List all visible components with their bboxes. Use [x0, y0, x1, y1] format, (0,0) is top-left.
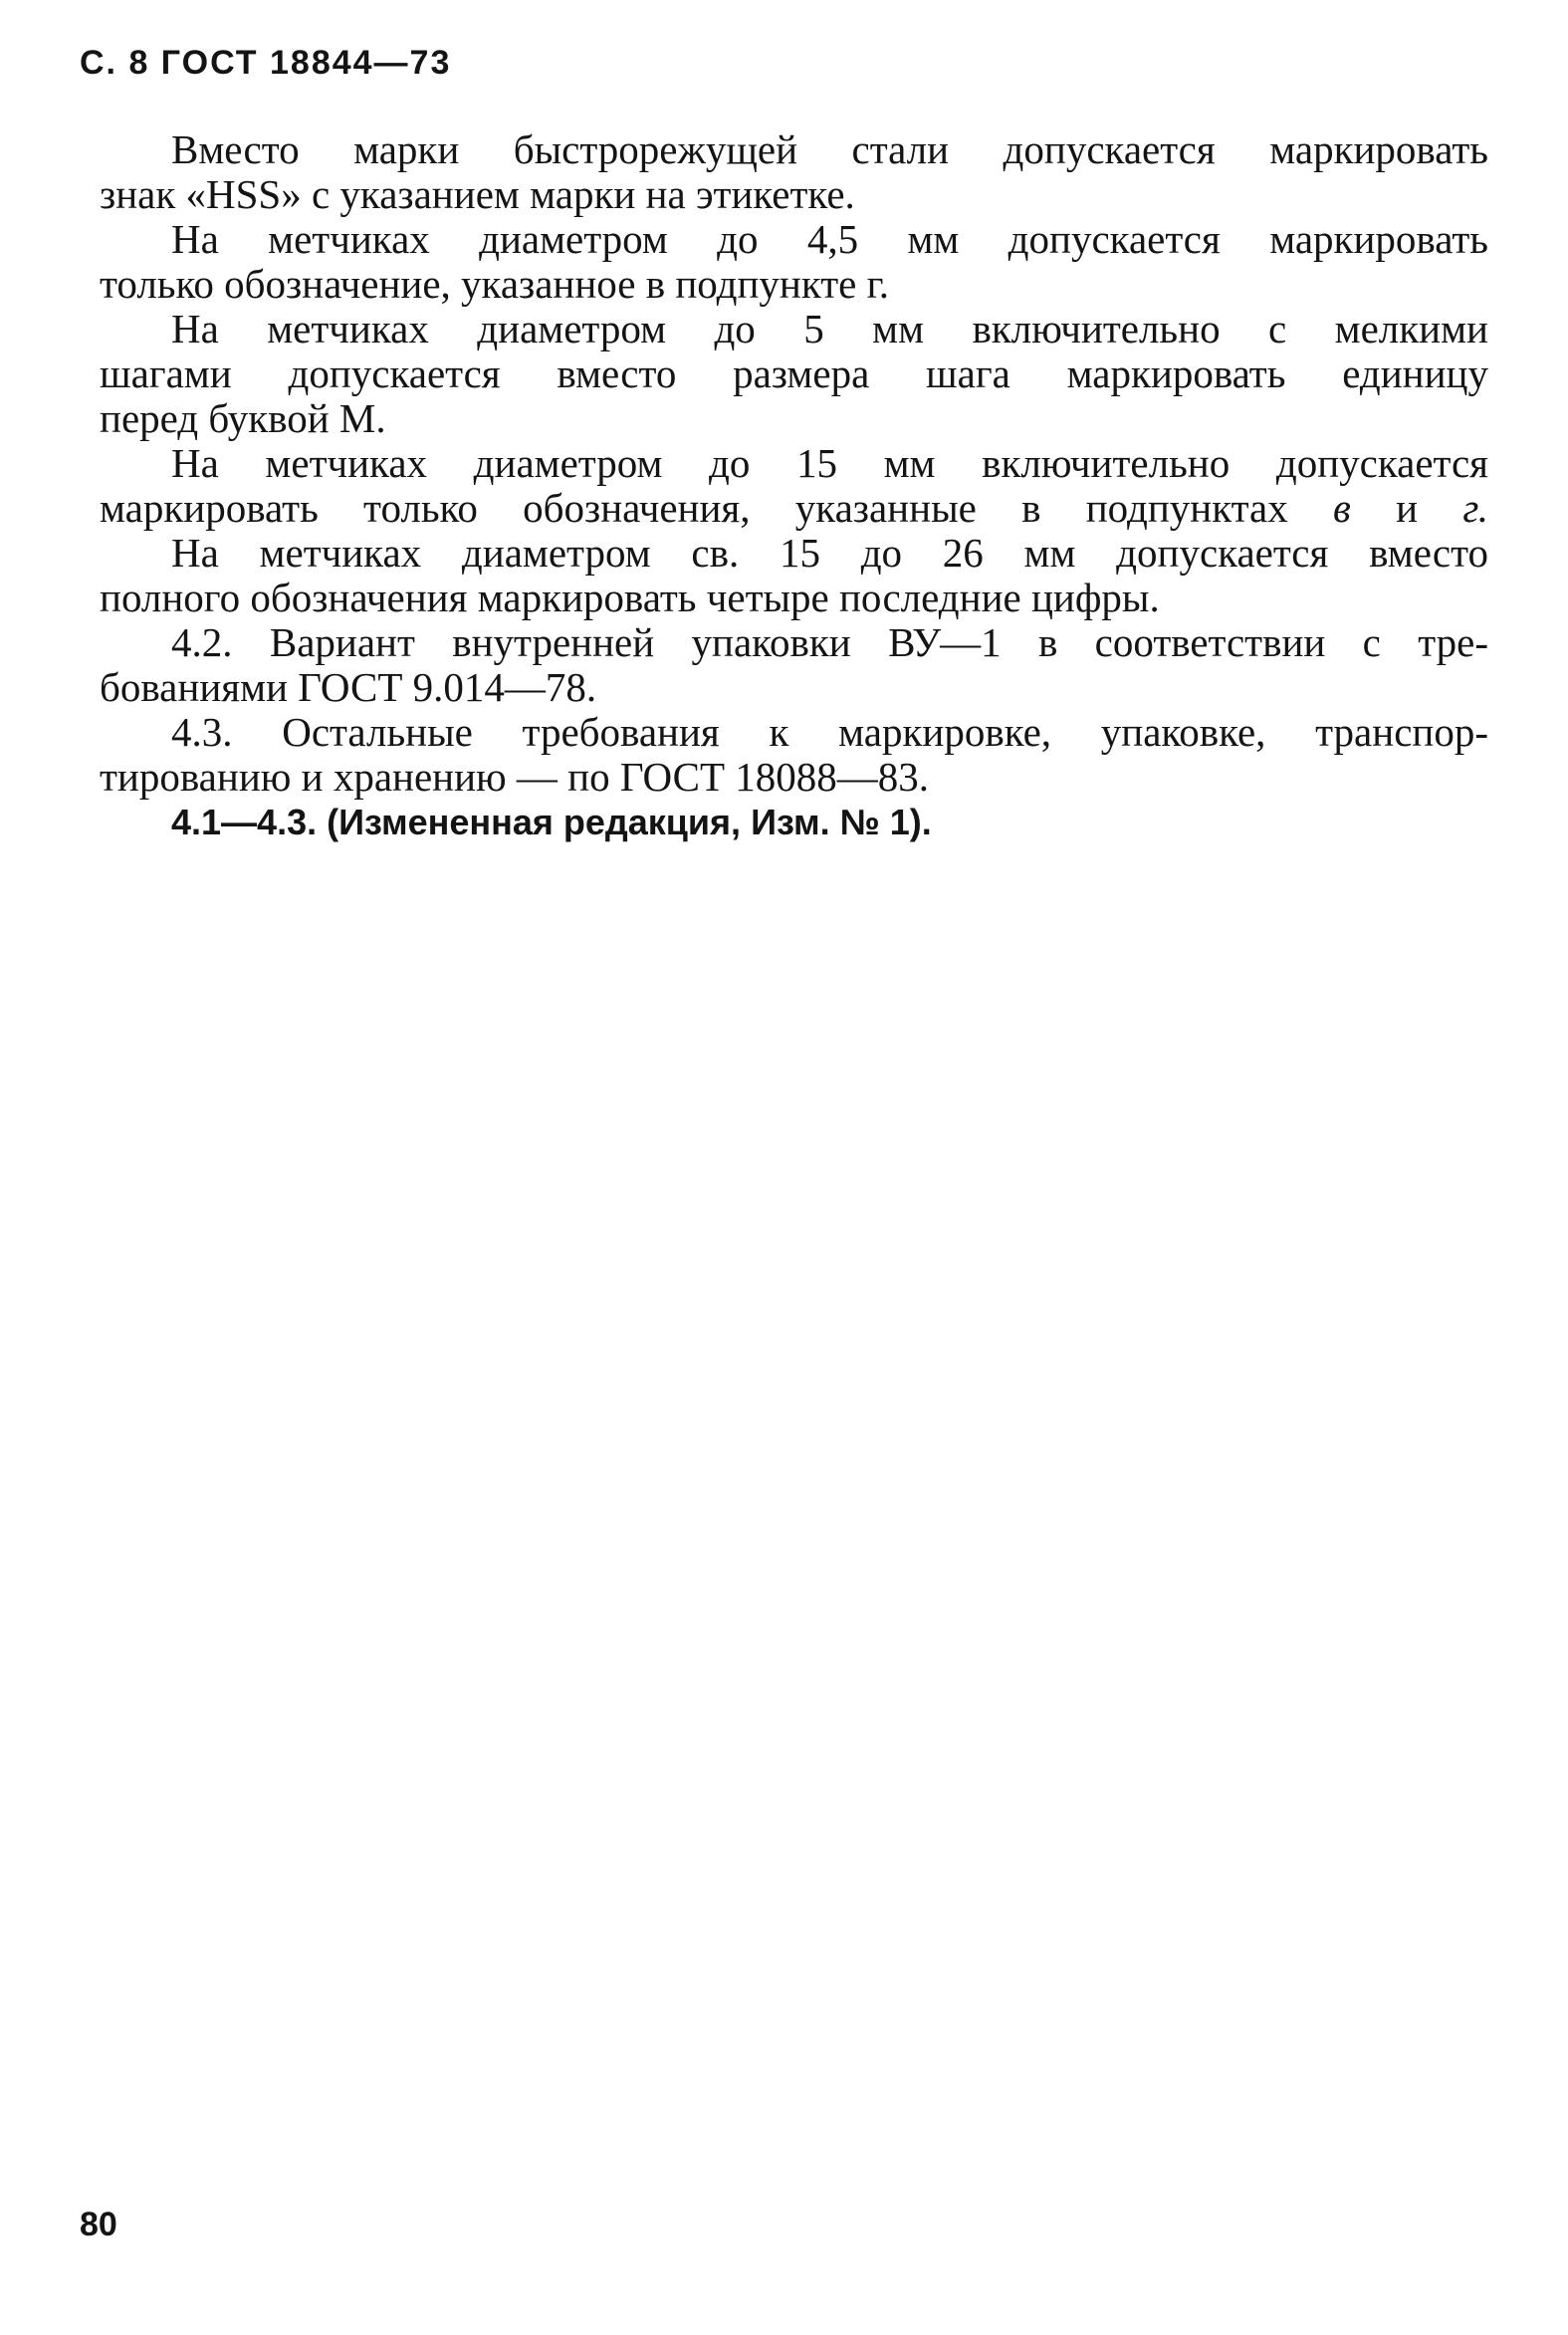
text-line: только обозначение, указанное в подпункте г.: [100, 261, 890, 307]
paragraph-diameter-15-26: [100, 531, 1488, 620]
text-line: На метчиках диаметром св. 15 до 26 мм допускается вместо: [171, 530, 1488, 576]
text-line: [100, 486, 1488, 531]
paragraph-diameter-5: [100, 307, 1488, 441]
document-body: [100, 127, 1488, 844]
text-span: и: [1396, 485, 1419, 531]
text-line: 4.3. Остальные требования к маркировке, упаковке, транспор-: [171, 709, 1488, 755]
page-header: С. 8 ГОСТ 18844—73: [80, 44, 452, 82]
text-line: 4.2. Вариант внутренней упаковки ВУ—1 в соответствии с тре-: [171, 619, 1488, 665]
text-line: шагами допускается вместо размера шага маркировать единицу: [100, 350, 1488, 396]
paragraph-revision-note: [100, 800, 1488, 844]
text-span: маркировать только обозначения, указанные в подпунктах: [100, 485, 1288, 531]
paragraph-hss: [100, 127, 1488, 217]
text-line: На метчиках диаметром до 5 мм включительно с мелкими: [171, 306, 1488, 351]
paragraph-diameter-15: [100, 441, 1488, 531]
paragraph-4-2: [100, 620, 1488, 710]
text-line: бованиями ГОСТ 9.014—78.: [100, 664, 597, 710]
page-number: 80: [80, 2206, 117, 2243]
text-line: перед буквой М.: [100, 395, 386, 441]
subitem-ref-v: в: [1332, 485, 1351, 531]
text-line: На метчиках диаметром до 4,5 мм допускается маркировать: [171, 216, 1488, 262]
paragraph-4-3: [100, 710, 1488, 800]
text-line: тированию и хранению — по ГОСТ 18088—83.: [100, 754, 930, 800]
subitem-ref-g: г.: [1462, 485, 1489, 531]
text-line: знак «HSS» с указанием марки на этикетке.: [100, 171, 855, 217]
text-line: Вместо марки быстрорежущей стали допускается маркировать: [171, 126, 1488, 172]
paragraph-diameter-4-5: [100, 217, 1488, 307]
text-line: полного обозначения маркировать четыре последние цифры.: [100, 575, 1160, 620]
revision-note: 4.1—4.3. (Измененная редакция, Изм. № 1).: [171, 802, 932, 842]
text-line: На метчиках диаметром до 15 мм включительно допускается: [171, 440, 1488, 486]
